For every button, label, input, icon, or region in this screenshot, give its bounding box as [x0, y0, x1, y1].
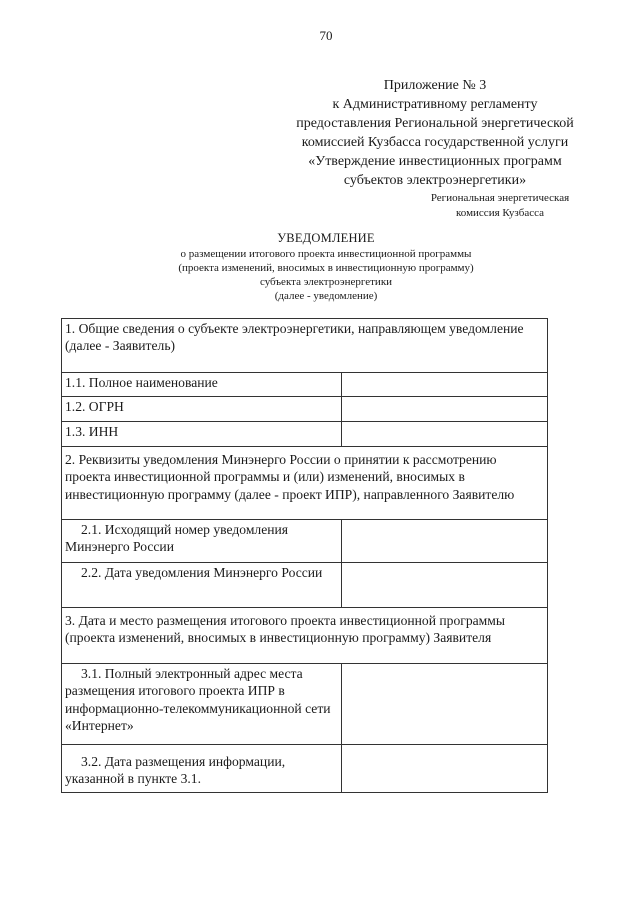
field-value-ogrn[interactable]: [342, 397, 548, 422]
field-value-outgoing-number[interactable]: [342, 520, 548, 563]
subtitle-line: (далее - уведомление): [274, 290, 378, 302]
addressee-line: комиссия Кузбасса: [456, 207, 544, 219]
section-2-row: [62, 447, 548, 520]
field-label-publication-date: 3.2. Дата размещения информации, указанной в пункте 3.1.: [62, 745, 342, 793]
page-number: 70: [319, 28, 333, 43]
document-title: УВЕДОМЛЕНИЕ: [277, 231, 375, 245]
table-row: [62, 422, 548, 447]
section-2-heading: 2. Реквизиты уведомления Минэнерго России о принятии к рассмотрению проекта инвестиционной программы и (или) изменений, вносимых в инвестиционную программу (далее - проект ИПР), направленного Заявителю: [62, 447, 548, 520]
section-1-heading: 1. Общие сведения о субъекте электроэнергетики, направляющем уведомление: [65, 321, 524, 336]
field-value-inn[interactable]: [342, 422, 548, 447]
section-1-heading-note: (далее - Заявитель): [65, 338, 176, 354]
appendix-header: [270, 76, 600, 190]
document-subtitle: [0, 247, 640, 303]
table-row: [62, 520, 548, 563]
section-3-row: [62, 608, 548, 664]
addressee-line: Региональная энергетическая: [430, 192, 570, 204]
field-label-inn: 1.3. ИНН: [62, 422, 342, 447]
section-1-row: [62, 319, 548, 373]
appendix-line: субъектов электроэнергетики»: [343, 173, 527, 188]
field-label-notification-date: 2.2. Дата уведомления Минэнерго России: [62, 563, 342, 608]
table-row: [62, 397, 548, 422]
appendix-line: к Административному регламенту: [332, 97, 538, 112]
section-3-heading: 3. Дата и место размещения итогового проекта инвестиционной программы (проекта изменений, вносимых в инвестиционную программу) Заявителя: [62, 608, 548, 664]
field-label-full-name: 1.1. Полное наименование: [62, 373, 342, 397]
table-row: [62, 373, 548, 397]
subtitle-line: субъекта электроэнергетики: [259, 276, 393, 288]
addressee: [400, 191, 600, 221]
table-row: [62, 664, 548, 745]
field-value-publication-date[interactable]: [342, 745, 548, 793]
appendix-line: предоставления Региональной энергетической: [296, 116, 574, 131]
field-label-ogrn: 1.2. ОГРН: [62, 397, 342, 422]
field-value-full-name[interactable]: [342, 373, 548, 397]
field-label-outgoing-number: 2.1. Исходящий номер уведомления Минэнерго России: [62, 520, 342, 563]
subtitle-line: (проекта изменений, вносимых в инвестиционную программу): [178, 262, 474, 274]
table-row: [62, 563, 548, 608]
appendix-line: Приложение № 3: [383, 78, 487, 93]
appendix-line: «Утверждение инвестиционных программ: [308, 154, 562, 169]
field-label-internet-address: 3.1. Полный электронный адрес места размещения итогового проекта ИПР в информационно-телекоммуникационной сети «Интернет»: [62, 664, 342, 745]
field-value-internet-address[interactable]: [342, 664, 548, 745]
field-value-notification-date[interactable]: [342, 563, 548, 608]
section-1-heading-cell: [62, 319, 548, 373]
subtitle-line: о размещении итогового проекта инвестиционной программы: [180, 248, 472, 260]
appendix-line: комиссией Кузбасса государственной услуги: [301, 135, 569, 150]
notification-form-table: [61, 318, 548, 793]
table-row: [62, 745, 548, 793]
